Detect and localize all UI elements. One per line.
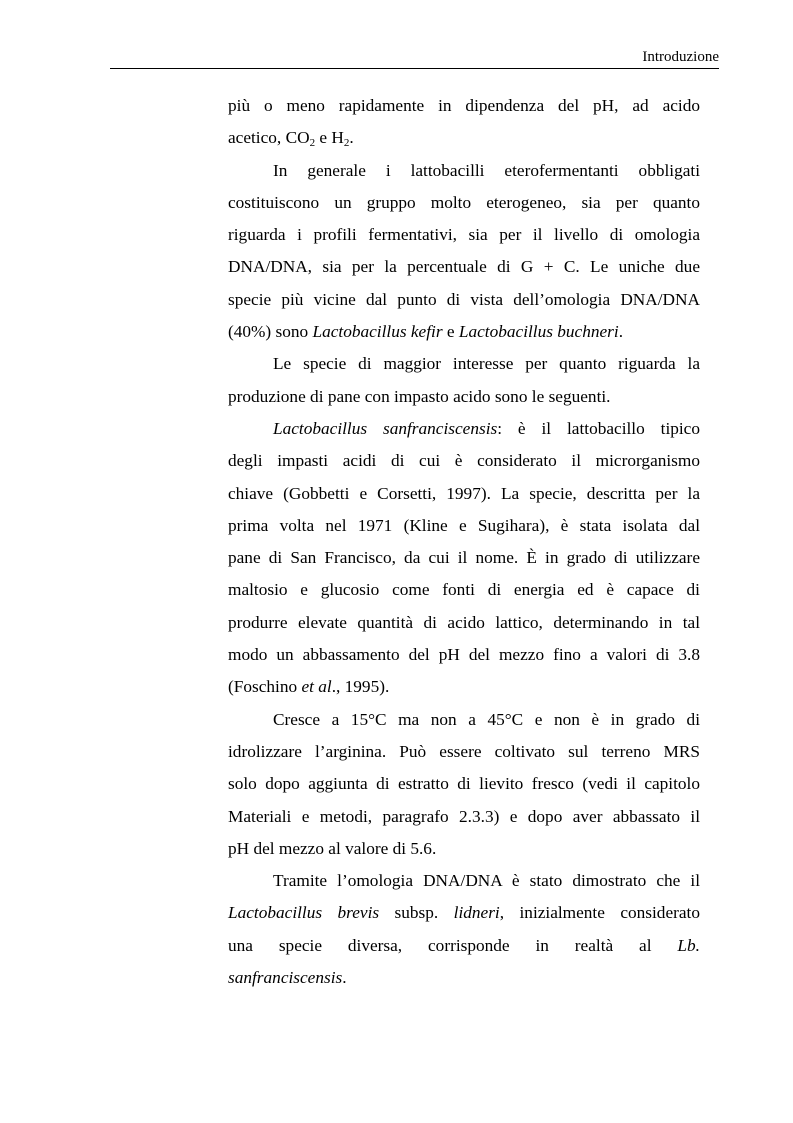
text-line [228,542,700,574]
text-segment: specie più vicine dal punto di vista dell’omologia DNA/DNA [228,289,700,309]
text-segment: ., 1995). [331,677,390,697]
text-segment: prima volta nel 1971 (Kline e Sugihara), è stata isolata dal [228,515,700,535]
text-segment: subsp. [379,903,454,923]
text-line [228,768,700,800]
text-line [228,962,700,994]
text-line [228,510,700,542]
text-line [228,865,700,897]
text-line [228,413,700,445]
text-line [228,671,700,703]
text-segment: e [442,322,459,342]
text-segment: una specie diversa, corrisponde in realtà al [228,935,678,955]
text-segment: solo dopo aggiunta di estratto di lievito fresco (vedi il capitolo [228,774,700,794]
text-segment: produrre elevate quantità di acido lattico, determinando in tal [228,612,700,632]
text-segment: . [342,968,347,988]
text-line [228,381,700,413]
text-line [228,801,700,833]
subscript: 2 [309,137,316,150]
text-line [228,833,700,865]
text-segment: maltosio e glucosio come fonti di energia ed è capace di [228,580,700,600]
text-line [228,90,700,122]
text-segment: (40%) sono [228,322,313,342]
paragraph [228,90,700,155]
text-segment: produzione di pane con impasto acido sono le seguenti. [228,386,611,406]
text-segment: chiave (Gobbetti e Corsetti, 1997). La specie, descritta per la [228,483,700,503]
text-segment: Le specie di maggior interesse per quanto riguarda la [273,354,700,374]
text-line [228,219,700,251]
paragraph [228,865,700,994]
text-segment: acetico, CO [228,128,310,148]
text-line [228,316,700,348]
italic-text: Lactobacillus buchneri [458,322,619,342]
italic-text: et al [301,677,332,697]
paragraph [228,413,700,704]
text-line [228,704,700,736]
italic-text: Lb. [677,935,700,955]
text-segment: più o meno rapidamente in dipendenza del pH, ad acido [228,96,700,115]
paragraph [228,704,700,865]
body-text [228,90,700,994]
text-line [228,897,700,929]
running-header [110,48,719,69]
text-line [228,930,700,962]
text-segment: , inizialmente considerato [499,903,700,923]
text-segment: pane di San Francisco, da cui il nome. È in grado di utilizzare [228,548,700,568]
text-line [228,284,700,316]
text-segment: . [618,322,624,342]
text-segment: riguarda i profili fermentativi, sia per il livello di omologia [228,225,700,245]
italic-text: sanfranciscensis [228,968,343,988]
text-segment: costituiscono un gruppo molto eterogeneo, sia per quanto [228,192,700,212]
text-line [228,187,700,219]
text-segment: DNA/DNA, sia per la percentuale di G + C. Le uniche due [228,257,700,277]
italic-text: Lactobacillus sanfranciscensis [273,418,498,438]
text-line [228,736,700,768]
text-segment: : è il lattobacillo tipico [497,418,700,438]
text-line [228,607,700,639]
text-segment: pH del mezzo al valore di 5.6. [228,838,437,858]
subscript: 2 [343,137,350,150]
paragraph [228,348,700,413]
text-line [228,478,700,510]
text-segment: e H [315,128,344,148]
text-segment: modo un abbassamento del pH del mezzo fino a valori di 3.8 [228,645,700,665]
text-line [228,574,700,606]
italic-text: Lactobacillus brevis [228,903,380,923]
text-line [228,445,700,477]
paragraph [228,155,700,349]
text-segment: idrolizzare l’arginina. Può essere coltivato sul terreno MRS [228,741,700,761]
text-segment: (Foschino [228,677,302,697]
text-segment: Tramite l’omologia DNA/DNA è stato dimostrato che il [273,871,700,891]
italic-text: Lactobacillus kefir [312,322,443,342]
text-line [228,155,700,187]
text-segment: degli impasti acidi di cui è considerato il microrganismo [228,451,700,471]
text-line [228,251,700,283]
italic-text: lidneri [453,903,500,923]
text-segment: Materiali e metodi, paragrafo 2.3.3) e dopo aver abbassato il [228,806,700,826]
text-line [228,639,700,671]
text-line [228,122,700,154]
section-title: Introduzione [642,49,719,65]
text-segment: . [349,128,354,148]
text-line [228,348,700,380]
text-segment: Cresce a 15°C ma non a 45°C e non è in grado di [273,709,700,729]
text-segment: In generale i lattobacilli eterofermentanti obbligati [273,160,700,180]
